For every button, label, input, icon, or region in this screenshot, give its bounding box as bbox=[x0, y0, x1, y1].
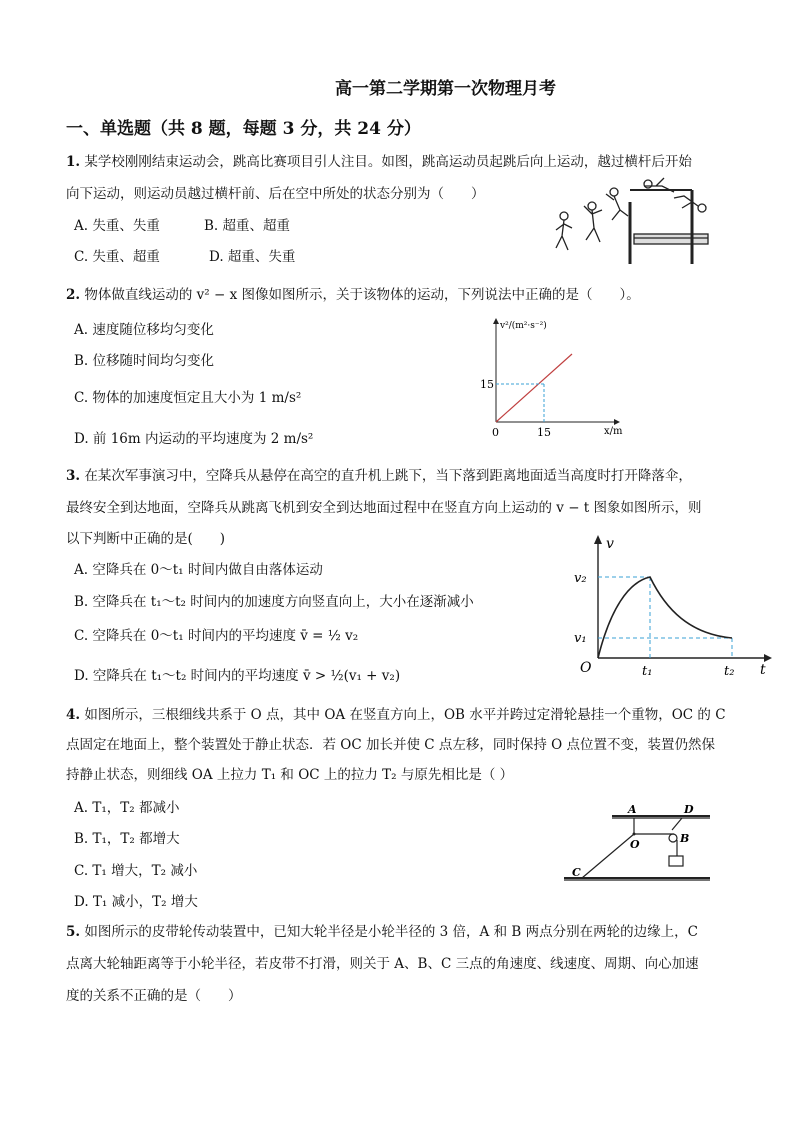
v-t-curve bbox=[598, 577, 732, 658]
q3-text-line2: 最终安全到达地面，空降兵从跳离飞机到安全到达地面过程中在竖直方向上运动的 v − t 图象如图所示，则 bbox=[66, 500, 702, 516]
q1-option-b: B. 超重、超重 bbox=[204, 218, 291, 234]
graph-x-label: x/m bbox=[604, 426, 623, 437]
high-jump-illustration bbox=[552, 176, 717, 266]
q3-number: 3. bbox=[66, 468, 81, 484]
graph-y-label: v²/(m²·s⁻²) bbox=[500, 321, 547, 331]
v1-label: v₁ bbox=[574, 631, 587, 646]
v-axis-label: v bbox=[606, 536, 614, 552]
page-title: 高一第二学期第一次物理月考 bbox=[335, 79, 556, 99]
v-t-graph bbox=[570, 530, 775, 680]
q5-number: 5. bbox=[66, 924, 81, 940]
point-b-label: B bbox=[680, 832, 690, 845]
t-axis-label: t bbox=[760, 662, 766, 678]
q3-text-line3: 以下判断中正确的是( ) bbox=[66, 531, 226, 547]
q5-text-line3: 度的关系不正确的是（ ） bbox=[66, 988, 242, 1004]
q1-option-d: D. 超重、失重 bbox=[209, 249, 296, 265]
q1-option-a: A. 失重、失重 bbox=[74, 218, 160, 234]
q3-option-c: C. 空降兵在 0～t₁ 时间内的平均速度 v̄ = ½ v₂ bbox=[74, 628, 359, 644]
q4-option-c: C. T₁ 增大，T₂ 减小 bbox=[74, 863, 198, 879]
q4-option-d: D. T₁ 减小，T₂ 增大 bbox=[74, 894, 198, 910]
q2-option-b: B. 位移随时间均匀变化 bbox=[74, 353, 215, 369]
q4-number: 4. bbox=[66, 707, 81, 723]
q5-text-line1: 如图所示的皮带轮传动装置中，已知大轮半径是小轮半径的 3 倍，A 和 B 两点分别在两轮的边缘上，C bbox=[84, 924, 698, 940]
point-d-label: D bbox=[684, 803, 694, 816]
graph-x-tick: 15 bbox=[537, 426, 551, 439]
q2-text-line1: 物体做直线运动的 v² − x 图像如图所示，关于该物体的运动，下列说法中正确的是（ ）。 bbox=[84, 287, 640, 303]
string-oc bbox=[582, 834, 634, 878]
section-heading: 一、单选题（共 8 题，每题 3 分，共 24 分） bbox=[66, 119, 421, 139]
q3-option-d: D. 空降兵在 t₁～t₂ 时间内的平均速度 v̄ > ½(v₁ + v₂) bbox=[74, 668, 401, 684]
v2-label: v₂ bbox=[574, 571, 587, 586]
q3-text-line1: 在某次军事演习中，空降兵从悬停在高空的直升机上跳下，当下落到距离地面适当高度时打开降落伞， bbox=[84, 468, 692, 484]
q2-option-d: D. 前 16m 内运动的平均速度为 2 m/s² bbox=[74, 431, 314, 447]
q4-text-line2: 点固定在地面上，整个装置处于静止状态．若 OC 加长并使 C 点左移，同时保持 O 点位置不变，装置仍然保 bbox=[66, 737, 716, 753]
q4-text-line3: 持静止状态，则细线 OA 上拉力 T₁ 和 OC 上的拉力 T₂ 与原先相比是（ ） bbox=[66, 767, 514, 783]
q5-text-line2: 点离大轮轴距离等于小轮半径，若皮带不打滑，则关于 A、B、C 三点的角速度、线速度、周期、向心加速 bbox=[66, 956, 699, 972]
q1-text-line2: 向下运动，则运动员越过横杆前、后在空中所处的状态分别为（ ） bbox=[66, 186, 485, 202]
v2-x-line bbox=[496, 354, 572, 422]
t2-label: t₂ bbox=[724, 664, 735, 679]
t1-label: t₁ bbox=[642, 664, 653, 679]
q3-option-b: B. 空降兵在 t₁～t₂ 时间内的加速度方向竖直向上，大小在逐渐减小 bbox=[74, 594, 474, 610]
q1-option-c: C. 失重、超重 bbox=[74, 249, 160, 265]
graph-origin: 0 bbox=[492, 426, 499, 439]
q2-option-c: C. 物体的加速度恒定且大小为 1 m/s² bbox=[74, 390, 302, 406]
q2-number: 2. bbox=[66, 287, 81, 303]
q1-text-line1: 某学校刚刚结束运动会，跳高比赛项目引人注目。如图，跳高运动员起跳后向上运动，越过横杆后开始 bbox=[84, 154, 692, 170]
q1-number: 1. bbox=[66, 154, 81, 170]
point-c-label: C bbox=[572, 866, 581, 879]
v2-x-graph bbox=[476, 314, 626, 444]
q3-option-a: A. 空降兵在 0～t₁ 时间内做自由落体运动 bbox=[74, 562, 323, 578]
q2-option-a: A. 速度随位移均匀变化 bbox=[74, 322, 214, 338]
q4-text-line1: 如图所示，三根细线共系于 O 点，其中 OA 在竖直方向上，OB 水平并跨过定滑轮悬挂一个重物，OC 的 C bbox=[84, 707, 726, 723]
q4-option-a: A. T₁，T₂ 都减小 bbox=[74, 800, 180, 816]
origin-label: O bbox=[580, 660, 592, 676]
point-a-label: A bbox=[628, 803, 637, 816]
graph-y-tick: 15 bbox=[480, 378, 494, 391]
q4-option-b: B. T₁，T₂ 都增大 bbox=[74, 831, 180, 847]
point-o-label: O bbox=[630, 838, 640, 851]
string-pulley-diagram bbox=[560, 800, 720, 892]
